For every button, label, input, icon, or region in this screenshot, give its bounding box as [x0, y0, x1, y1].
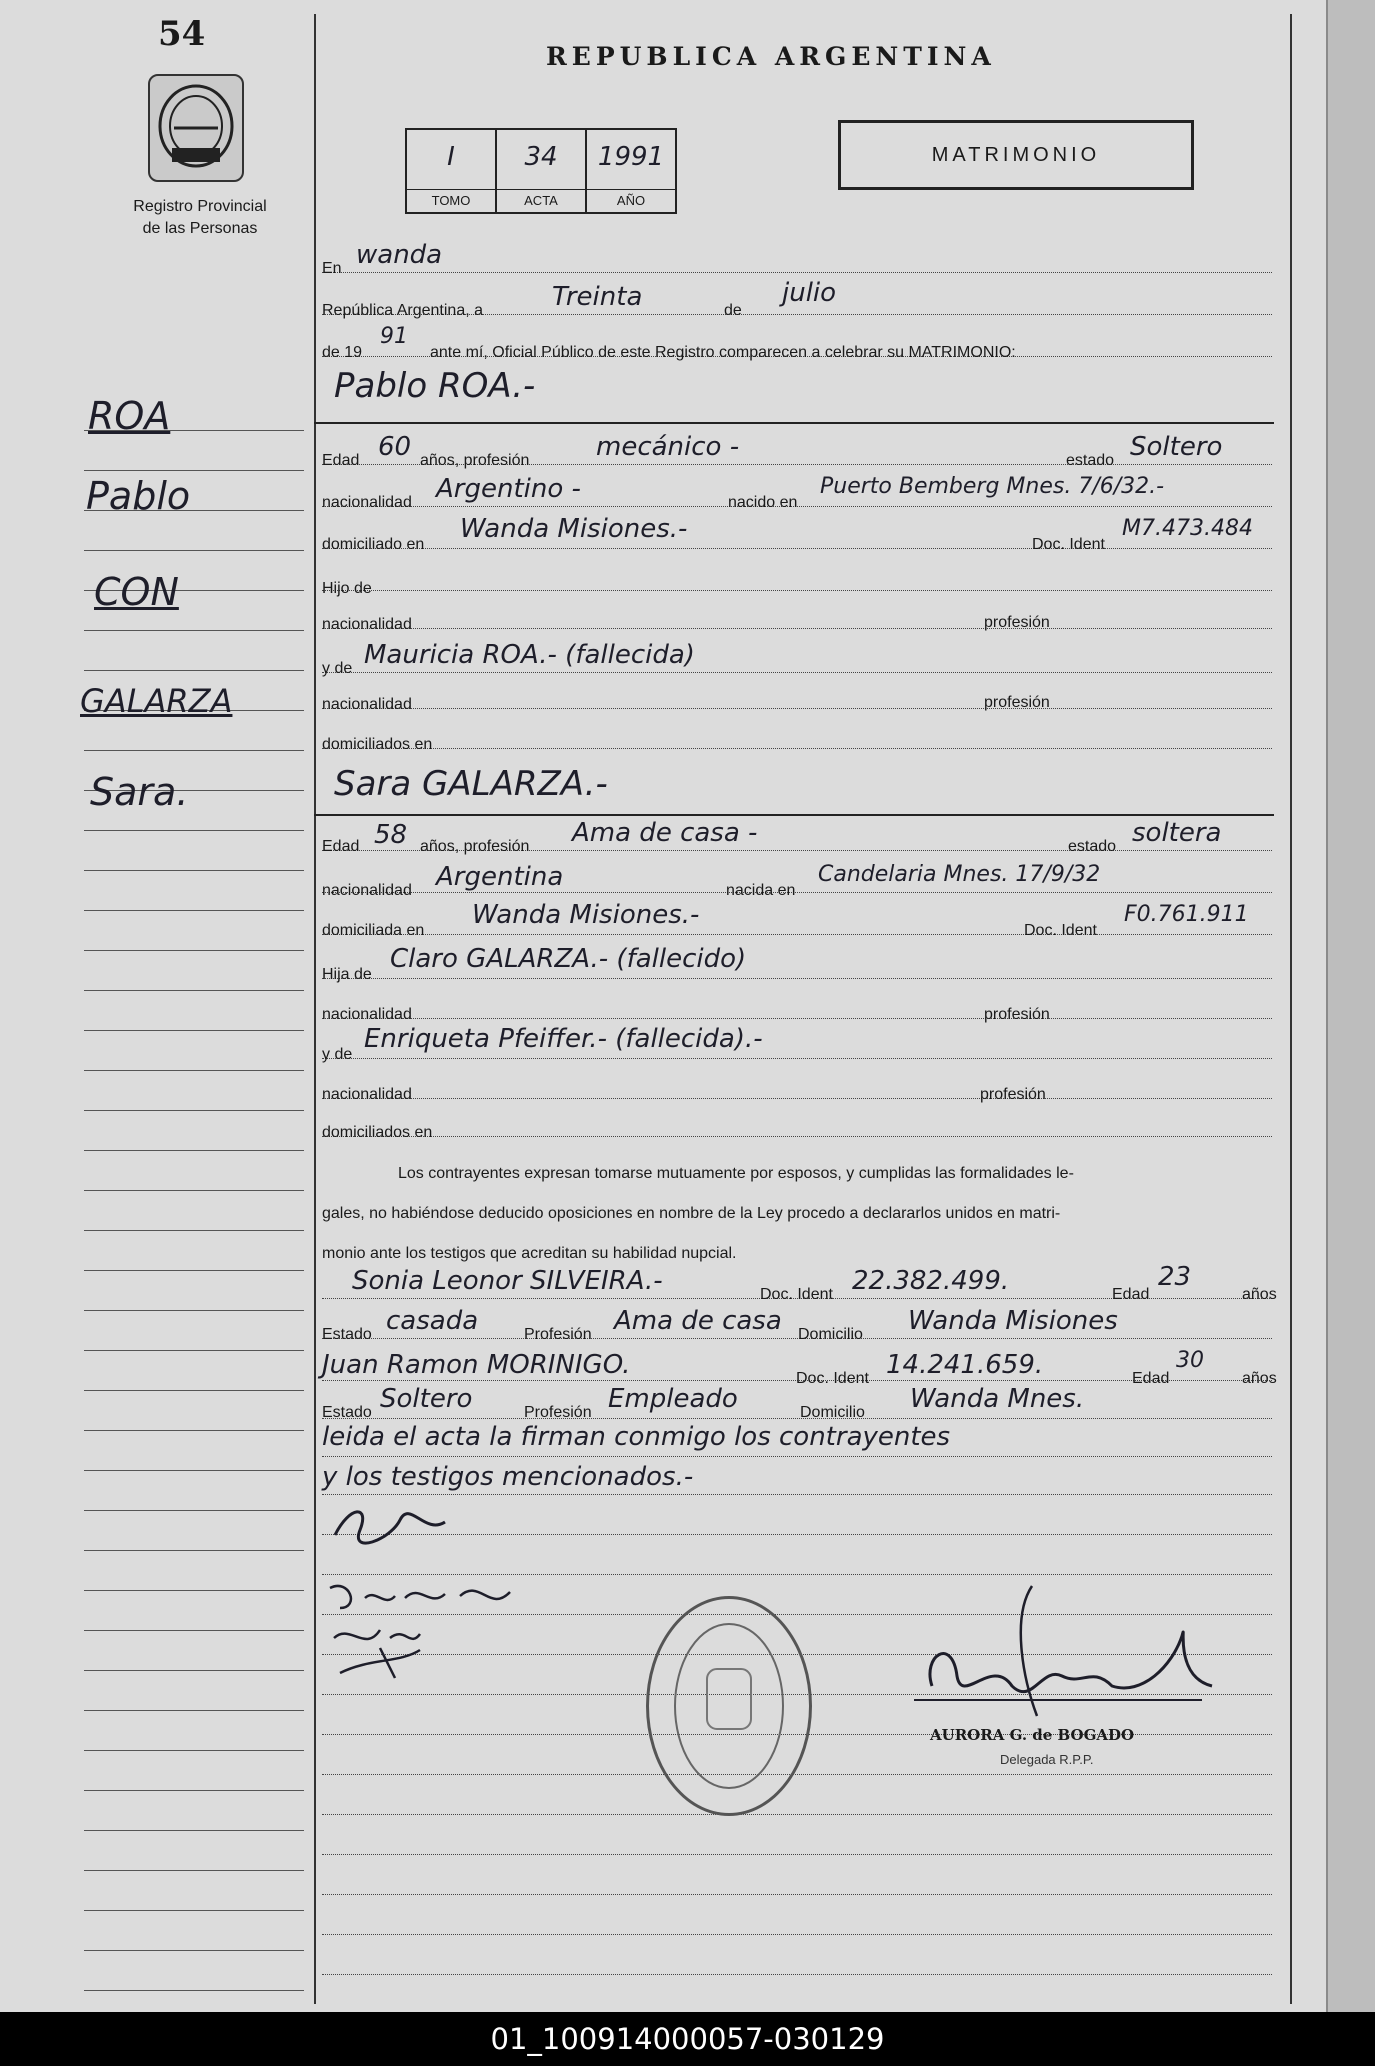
margin-rule-line — [84, 1750, 304, 1751]
margin-rule-line — [84, 1110, 304, 1111]
margin-rule-line — [84, 550, 304, 551]
record-number-boxes — [405, 128, 677, 214]
margin-rule-line — [84, 1710, 304, 1711]
acta-cell — [497, 130, 587, 212]
margin-rule-line — [84, 1510, 304, 1511]
bride-age: 58 — [374, 820, 408, 850]
anio-value: 1991 — [597, 142, 665, 172]
margin-rule-line — [84, 1630, 304, 1631]
left-rule — [314, 14, 316, 2004]
witness1-status: casada — [386, 1306, 479, 1336]
groom-estado-label: estado — [1066, 452, 1115, 469]
year-prefix: de 19 — [322, 344, 363, 361]
margin-rule-line — [84, 950, 304, 951]
bride-edad-label: Edad — [322, 838, 360, 855]
bride-mother: Enriqueta Pfeiffer.- (fallecida).- — [364, 1024, 763, 1054]
bride-yde-label: y de — [322, 1046, 353, 1063]
margin-rule-line — [84, 1070, 304, 1071]
bride-father-prof-label: profesión — [984, 1006, 1050, 1023]
closing-line-1: leida el acta la firman conmigo los contrayentes — [322, 1422, 951, 1452]
form-underline — [322, 1854, 1272, 1855]
official-seal — [646, 1596, 812, 1816]
bride-doc: F0.761.911 — [1124, 902, 1249, 927]
witness1-doc: 22.382.499. — [852, 1266, 1010, 1296]
tomo-value: I — [447, 142, 455, 172]
form-underline — [322, 1058, 1272, 1059]
bride-nacionalidad-label: nacionalidad — [322, 882, 412, 899]
bride-status: soltera — [1132, 818, 1222, 848]
margin-rule-line — [84, 1190, 304, 1191]
page-number: 54 — [158, 14, 206, 54]
registry-line-2: de las Personas — [142, 220, 258, 237]
margin-rule-line — [84, 670, 304, 671]
groom-domiciliados-label: domiciliados en — [322, 736, 433, 753]
margin-name-surname: ROA — [88, 394, 171, 438]
witness1-edad-label: Edad — [1112, 1286, 1150, 1303]
form-underline — [322, 1418, 1272, 1419]
anio-label: AÑO — [587, 189, 675, 212]
witness1-anos: años — [1242, 1286, 1277, 1303]
bride-name: Sara GALARZA.- — [334, 764, 608, 804]
margin-rule-line — [84, 1470, 304, 1471]
closing-line-2: y los testigos mencionados.- — [322, 1462, 694, 1492]
form-underline — [322, 672, 1272, 673]
form-underline — [322, 708, 1272, 709]
margin-rule-line — [84, 1990, 304, 1991]
witness1-profesion-label: Profesión — [524, 1326, 592, 1343]
witness2-domicilio-label: Domicilio — [800, 1404, 865, 1421]
groom-mother-nac-label: nacionalidad — [322, 696, 412, 713]
statement-text: ante mí, Oficial Público de este Registro comparecen a celebrar su MATRIMONIO: — [430, 344, 1016, 361]
book-edge — [1326, 0, 1375, 2012]
bride-nacida-label: nacida en — [726, 882, 796, 899]
day-value: Treinta — [552, 282, 643, 312]
witness2-profession: Empleado — [608, 1384, 738, 1414]
witness2-doc: 14.241.659. — [886, 1350, 1044, 1380]
bride-doc-label: Doc. Ident — [1024, 922, 1097, 939]
margin-name-bride-surname: GALARZA — [80, 682, 233, 720]
groom-mother-prof-label: profesión — [984, 694, 1050, 711]
form-underline — [322, 590, 1272, 591]
declaration-line-3: monio ante los testigos que acreditan su habilidad nupcial. — [322, 1245, 737, 1262]
form-underline — [322, 272, 1272, 273]
witness1-domicilio-label: Domicilio — [798, 1326, 863, 1343]
officer-name: AURORA G. de BOGADO — [930, 1726, 1135, 1744]
margin-rule-line — [84, 870, 304, 871]
margin-rule-line — [84, 1030, 304, 1031]
anio-cell — [587, 130, 675, 212]
margin-rule-line — [84, 750, 304, 751]
witness2-edad-label: Edad — [1132, 1370, 1170, 1387]
bride-mother-prof-label: profesión — [980, 1086, 1046, 1103]
bride-estado-label: estado — [1068, 838, 1117, 855]
de-label: de — [724, 302, 742, 319]
acta-value: 34 — [524, 142, 558, 172]
bride-signature — [320, 1568, 580, 1688]
margin-rule-line — [84, 1590, 304, 1591]
groom-nacido-label: nacido en — [728, 494, 798, 511]
declaration-text — [322, 1154, 1272, 1274]
margin-rule-line — [84, 1230, 304, 1231]
margin-name-first: Pablo — [86, 474, 191, 518]
margin-rule-line — [84, 630, 304, 631]
form-underline — [322, 1456, 1272, 1457]
bride-nationality: Argentina — [436, 862, 564, 892]
margin-rule-line — [84, 1670, 304, 1671]
groom-nacionalidad-label: nacionalidad — [322, 494, 412, 511]
groom-nationality: Argentino - — [436, 474, 581, 504]
witness1-estado-label: Estado — [322, 1326, 372, 1343]
margin-rule-line — [84, 990, 304, 991]
groom-father-prof-label: profesión — [984, 614, 1050, 631]
acta-label: ACTA — [497, 189, 585, 212]
margin-rule-line — [84, 1430, 304, 1431]
groom-name: Pablo ROA.- — [334, 366, 536, 406]
form-underline — [322, 1534, 1272, 1535]
witness1-doc-label: Doc. Ident — [760, 1286, 833, 1303]
form-underline — [322, 1894, 1272, 1895]
witness1-profession: Ama de casa — [614, 1306, 782, 1336]
form-underline — [322, 1338, 1272, 1339]
margin-rule-line — [84, 1790, 304, 1791]
section-rule — [314, 422, 1274, 424]
groom-age: 60 — [378, 432, 412, 462]
form-underline — [322, 1018, 1272, 1019]
officer-title: Delegada R.P.P. — [1000, 1752, 1094, 1767]
form-underline — [322, 1494, 1272, 1495]
section-rule — [314, 814, 1274, 816]
witness2-name: Juan Ramon MORINIGO. — [322, 1350, 631, 1380]
groom-domiciliado-label: domiciliado en — [322, 536, 425, 553]
registry-name — [100, 196, 300, 240]
form-underline — [322, 1974, 1272, 1975]
margin-rule-line — [84, 1310, 304, 1311]
officer-signature — [912, 1576, 1222, 1726]
form-underline — [322, 1098, 1272, 1099]
margin-rule-line — [84, 1950, 304, 1951]
province-logo — [148, 74, 244, 182]
form-underline — [322, 1814, 1272, 1815]
form-underline — [322, 1136, 1272, 1137]
margin-rule-line — [84, 470, 304, 471]
bride-domiciliada-label: domiciliada en — [322, 922, 425, 939]
bride-father-nac-label: nacionalidad — [322, 1006, 412, 1023]
margin-rule-line — [84, 1870, 304, 1871]
witness1-name: Sonia Leonor SILVEIRA.- — [352, 1266, 663, 1296]
margin-rule-line — [84, 830, 304, 831]
margin-rule-line — [84, 1390, 304, 1391]
margin-rule-line — [84, 910, 304, 911]
republica-label: República Argentina, a — [322, 302, 483, 319]
form-underline — [322, 1934, 1272, 1935]
witness2-profesion-label: Profesión — [524, 1404, 592, 1421]
witness2-domicile: Wanda Mnes. — [910, 1384, 1085, 1414]
witness2-anos: años — [1242, 1370, 1277, 1387]
margin-rule-line — [84, 1550, 304, 1551]
form-underline — [322, 548, 1272, 549]
right-rule — [1290, 14, 1292, 2004]
year-value: 91 — [380, 324, 408, 349]
margin-rule-line — [84, 1350, 304, 1351]
groom-domicile: Wanda Misiones.- — [460, 514, 688, 544]
tomo-label: TOMO — [407, 189, 495, 212]
declaration-line-2: gales, no habiéndose deducido oposiciones en nombre de la Ley procedo a declararlos unidos en matri- — [322, 1205, 1061, 1222]
margin-rule-line — [84, 1270, 304, 1271]
groom-edad-label: Edad — [322, 452, 360, 469]
form-underline — [322, 978, 1272, 979]
witness2-doc-label: Doc. Ident — [796, 1370, 869, 1387]
en-label: En — [322, 260, 342, 277]
bride-anos-prof-label: años, profesión — [420, 838, 530, 855]
margin-rule-line — [84, 1150, 304, 1151]
bride-mother-nac-label: nacionalidad — [322, 1086, 412, 1103]
month-value: julio — [782, 278, 837, 308]
form-underline — [322, 628, 1272, 629]
groom-signature — [330, 1500, 450, 1550]
groom-hijo-label: Hijo de — [322, 580, 372, 597]
bride-domiciliados-label: domiciliados en — [322, 1124, 433, 1141]
form-underline — [322, 892, 1272, 893]
margin-rule-line — [84, 1830, 304, 1831]
country-title: REPUBLICA ARGENTINA — [546, 42, 996, 71]
registry-line-1: Registro Provincial — [133, 198, 267, 215]
groom-doc: M7.473.484 — [1122, 516, 1253, 541]
bride-domicile: Wanda Misiones.- — [472, 900, 700, 930]
witness1-domicile: Wanda Misiones — [908, 1306, 1118, 1336]
bride-father: Claro GALARZA.- (fallecido) — [390, 944, 747, 974]
form-underline — [322, 934, 1272, 935]
record-type-box: MATRIMONIO — [838, 120, 1194, 190]
groom-anos-prof-label: años, profesión — [420, 452, 530, 469]
bride-hija-label: Hija de — [322, 966, 372, 983]
groom-yde-label: y de — [322, 660, 353, 677]
groom-doc-label: Doc. Ident — [1032, 536, 1105, 553]
groom-birth: Puerto Bemberg Mnes. 7/6/32.- — [820, 474, 1165, 499]
witness2-age: 30 — [1176, 1348, 1204, 1373]
place-value: wanda — [356, 240, 443, 270]
groom-status: Soltero — [1130, 432, 1223, 462]
groom-father-nac-label: nacionalidad — [322, 616, 412, 633]
tomo-cell — [407, 130, 497, 212]
witness2-estado-label: Estado — [322, 1404, 372, 1421]
footer-id: 01_100914000057-030129 — [0, 2012, 1375, 2066]
form-underline — [322, 748, 1272, 749]
groom-profession: mecánico - — [596, 432, 740, 462]
margin-name-bride-first: Sara. — [90, 770, 189, 814]
witness2-status: Soltero — [380, 1384, 473, 1414]
bride-profession: Ama de casa - — [572, 818, 758, 848]
groom-mother: Mauricia ROA.- (fallecida) — [364, 640, 695, 670]
bride-birth: Candelaria Mnes. 17/9/32 — [818, 862, 1101, 887]
witness1-age: 23 — [1158, 1262, 1192, 1292]
margin-rule-line — [84, 1910, 304, 1911]
margin-name-con: CON — [94, 570, 179, 614]
declaration-line-1: Los contrayentes expresan tomarse mutuamente por esposos, y cumplidas las formalidades le- — [398, 1165, 1074, 1182]
